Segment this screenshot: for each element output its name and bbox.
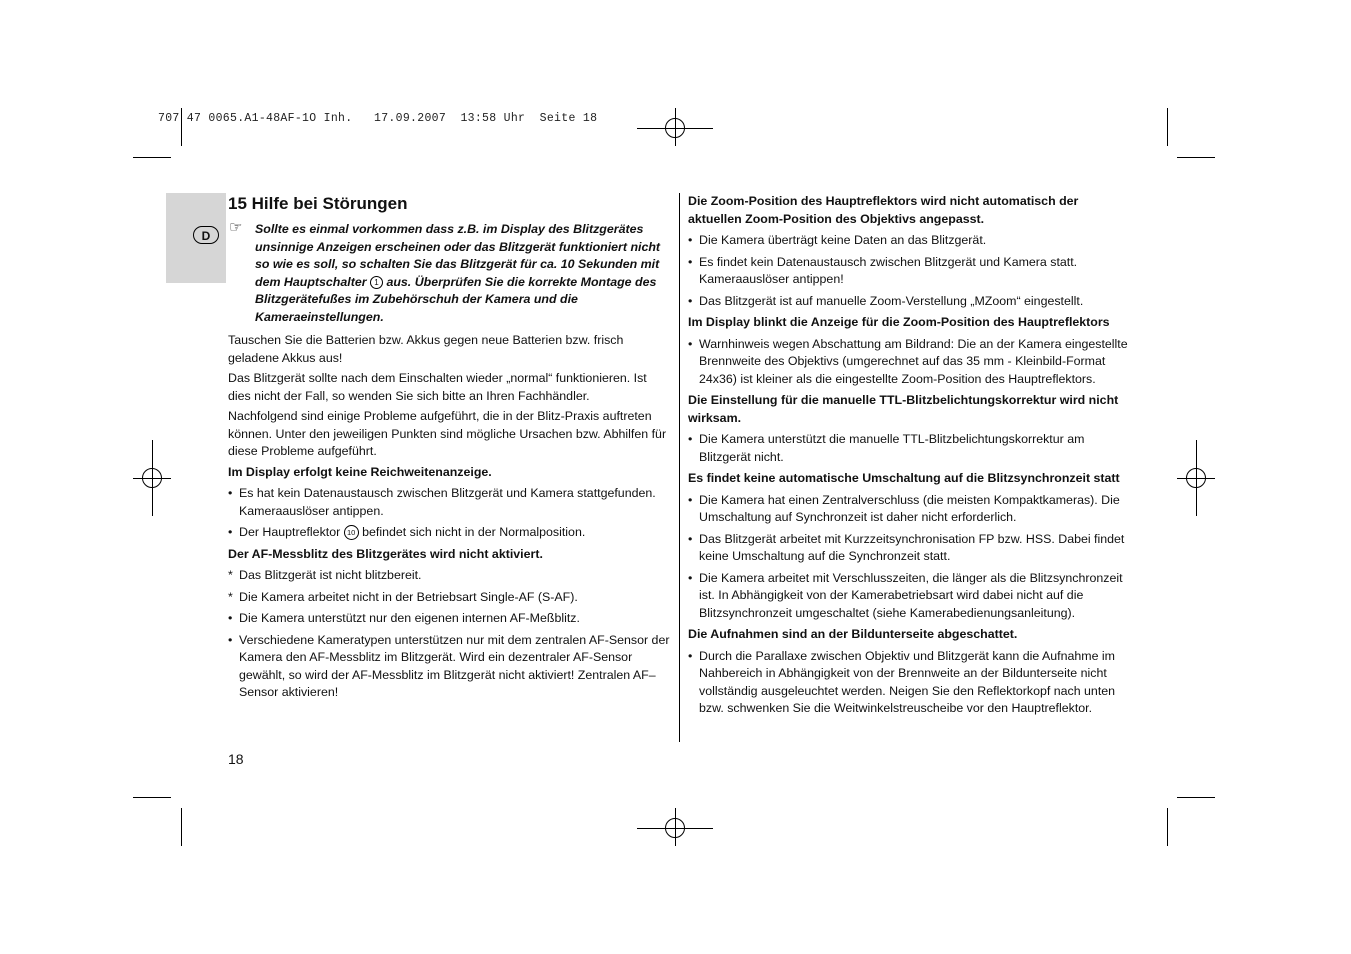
crop-mark-tl-h [133,157,171,158]
bullet-text: Es hat kein Datenaustausch zwischen Blitzgerät und Kamera stattgefunden. Kameraauslöser antippen. [239,486,656,518]
bullet-item [228,485,670,520]
bullet-item [688,336,1128,389]
note-text-b: aus. Überprüfen Sie die korrekte Montage des Blitzgerätefußes im Zubehörschuh der Kamera und die Kameraeinstellungen. [255,274,657,324]
problem-heading: Im Display erfolgt keine Reichweitenanzeige. [228,464,492,479]
bullet-text: Es findet kein Datenaustausch zwischen Blitzgerät und Kamera statt. Kameraauslöser antippen! [699,254,1078,286]
bullet-item [688,293,1128,311]
bullet-text: Verschiedene Kameratypen unterstützen nur mit dem zentralen AF-Sensor der Kamera den AF-Messblitz im Blitzgerät. Wird ein dezentraler AF-Sensor gewählt, so wird der AF-Messblitz im Blitzgerät nicht aktiviert! Zentralen AF–Sensor aktivieren! [239,632,670,699]
registration-left-v [152,440,153,516]
pointing-hand-icon: ☞ [229,219,243,236]
problem-heading: Die Einstellung für die manuelle TTL-Blitzbelichtungskorrektur wird nicht wirksam. [688,393,1119,425]
bullet-marker: • [688,648,693,663]
problem-heading: Der AF-Messblitz des Blitzgerätes wird nicht aktiviert. [228,546,543,561]
bullet-marker: • [688,293,693,308]
paragraph: Nachfolgend sind einige Probleme aufgeführt, die in der Blitz-Praxis auftreten können. Unter den jeweiligen Punkten sind mögliche Ursachen bzw. Abhilfen für diese Probleme aufgeführt. [228,409,667,458]
language-badge: D [193,226,219,244]
bullet-text: Die Kamera unterstützt nur den eigenen internen AF-Meßblitz. [239,611,580,625]
bullet-item [688,232,1128,250]
note-block [228,221,670,326]
crop-mark-tr-h [1177,157,1215,158]
bullet-marker: • [228,525,233,539]
crop-mark-br-v [1167,808,1168,846]
problem-heading: Im Display blinkt die Anzeige für die Zoom-Position des Hauptreflektors [688,315,1110,329]
note-text-a: Sollte es einmal vorkommen dass z.B. im Display des Blitzgerätes unsinnige Anzeigen erscheinen oder das Blitzgerät funktioniert nicht so wie es soll, so schalten Sie das Blitzgerät für ca. 10 Sekunden mit dem Hauptschalter [255,222,661,289]
problem-heading: Es findet keine automatische Umschaltung auf die Blitzsynchronzeit statt [688,471,1120,485]
bullet-item [688,492,1128,527]
bullet-marker: • [228,611,233,625]
bullet-text: Durch die Parallaxe zwischen Objektiv und Blitzgerät kann die Aufnahme im Nahbereich in Abhängigkeit von der Brennweite an der Bildunterseite nicht vollständig ausgeleuchtet werden. Neigen Sie den Reflektorkopf nach unten bzw. schwenken Sie die Weitwinkelstreuscheibe vor den Hauptreflektor. [699,648,1116,715]
star-marker: * [228,568,233,582]
print-slug: 707 47 0065.A1-48AF-1O Inh. 17.09.2007 13:58 Uhr Seite 18 [158,112,598,125]
ref-number-circle: 10 [344,525,359,540]
bullet-text: Die Kamera überträgt keine Daten an das Blitzgerät. [699,233,987,247]
bullet-marker: • [688,492,693,507]
problem-heading: Die Aufnahmen sind an der Bildunterseite abgeschattet. [688,627,1018,641]
right-column [688,193,1128,722]
bullet-item [688,431,1128,466]
ref-number-circle: 1 [370,276,383,289]
bullet-text: Das Blitzgerät arbeitet mit Kurzzeitsynchronisation FP bzw. HSS. Dabei findet keine Umschaltung auf die Synchronzeit statt. [699,531,1125,563]
problem-heading: Die Zoom-Position des Hauptreflektors wird nicht automatisch der aktuellen Zoom-Position des Objektivs angepasst. [688,194,1079,226]
bullet-item [228,610,670,628]
crop-mark-bl-h [133,797,171,798]
bullet-marker: • [688,254,693,269]
bullet-text: Warnhinweis wegen Abschattung am Bildrand: Die an der Kamera eingestellte Brennweite des Objektivs (umgerechnet auf das 35 mm - Kleinbild-Format 24x36) ist kleiner als die eingestellte Zoom-Position des Hauptreflektors. [699,336,1128,386]
paragraph: Das Blitzgerät sollte nach dem Einschalten wieder „normal“ funktionieren. Ist dies nicht der Fall, so wenden Sie sich bitte an Ihren Fachhändler. [228,371,647,403]
bullet-marker: • [688,432,693,446]
left-column [228,193,670,706]
bullet-text: Die Kamera hat einen Zentralverschluss (die meisten Kompaktkameras). Die Umschaltung auf Synchronzeit ist daher nicht erforderlich. [699,492,1120,524]
bullet-marker: • [688,336,693,351]
bullet-marker: • [688,570,693,585]
crop-mark-bl-v [181,808,182,846]
bullet-text: Die Kamera arbeitet mit Verschlusszeiten, die länger als die Blitzsynchronzeit ist. In Abhängigkeit von der Kamerabetriebsart wird dabei nicht auf die Blitzsynchronzeit umgeschaltet (siehe Kamerabedienungsanleitung). [699,570,1123,620]
star-item [228,567,670,585]
bullet-text: Das Blitzgerät ist auf manuelle Zoom-Verstellung „MZoom“ eingestellt. [699,293,1084,308]
crop-mark-br-h [1177,797,1215,798]
bullet-text: Die Kamera arbeitet nicht in der Betriebsart Single-AF (S-AF). [239,589,578,604]
page-number: 18 [228,751,244,767]
bullet-marker: • [228,632,233,647]
bullet-text: Die Kamera unterstützt die manuelle TTL-Blitzbelichtungskorrektur am Blitzgerät nicht. [699,432,1085,464]
section-title: 15 Hilfe bei Störungen [228,194,408,213]
column-divider [679,193,680,742]
bullet-marker: • [228,486,233,500]
bullet-marker: • [688,233,693,247]
bullet-item [688,570,1128,623]
bullet-item [228,524,670,542]
star-marker: * [228,589,233,604]
bullet-item [688,531,1128,566]
star-item [228,589,670,607]
bullet-item [688,254,1128,289]
bullet-text: Das Blitzgerät ist nicht blitzbereit. [239,568,422,582]
registration-right-v [1196,440,1197,516]
bullet-text: befindet sich nicht in der Normalposition. [362,525,586,539]
bullet-item [688,648,1128,718]
bullet-marker: • [688,531,693,546]
registration-top-v [675,108,676,146]
crop-mark-tr-v [1167,108,1168,146]
registration-bottom-v [675,808,676,846]
paragraph: Tauschen Sie die Batterien bzw. Akkus gegen neue Batterien bzw. frisch geladene Akkus aus! [228,333,624,365]
bullet-item [228,632,670,702]
bullet-text: Der Hauptreflektor [239,525,341,539]
